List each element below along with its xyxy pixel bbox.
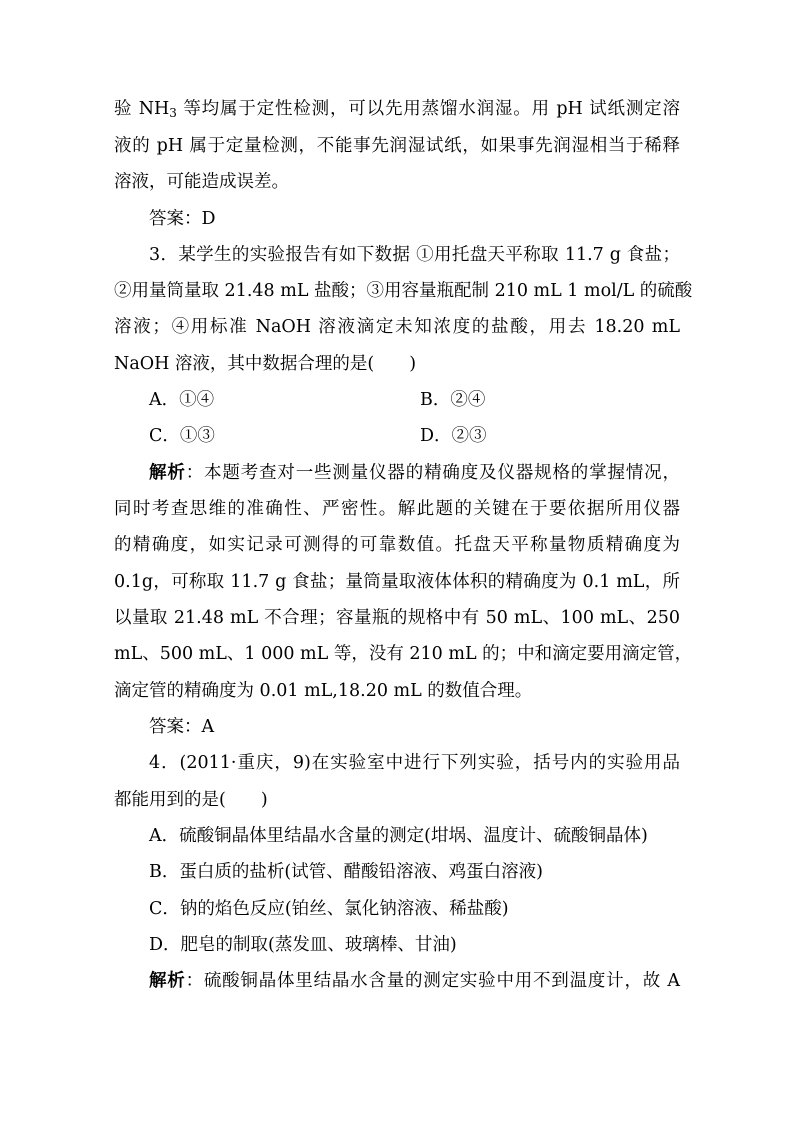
intro-line-1: 验 $NH_3$ 等均属于定性检测，可以先用蒸馏水润湿。用 pH 试纸测定溶 bbox=[114, 99, 680, 120]
q4-option-a: A．硫酸铜晶体里结晶水含量的测定(坩埚、温度计、硫酸铜晶体) bbox=[149, 826, 648, 846]
q3-analysis-label: 解析 bbox=[149, 463, 186, 483]
intro-line-3: 溶液，可能造成误差。 bbox=[114, 172, 289, 192]
q4-option-c: C．钠的焰色反应(铂丝、氯化钠溶液、稀盐酸) bbox=[149, 899, 509, 919]
q3-line-1: 3．某学生的实验报告有如下数据 ①用托盘天平称取 11.7 g 食盐； bbox=[149, 245, 680, 265]
q3-line-3: 溶液；④用标准 NaOH 溶液滴定未知浓度的盐酸，用去 18.20 mL bbox=[114, 317, 680, 337]
q3-analysis-line-3: 的精确度，如实记录可测得的可靠数值。托盘天平称量物质精确度为 bbox=[114, 535, 680, 555]
q4-analysis-label: 解析 bbox=[149, 971, 186, 991]
q4-option-d: D．肥皂的制取(蒸发皿、玻璃棒、甘油) bbox=[149, 935, 457, 955]
q3-analysis-line-2: 同时考查思维的准确性、严密性。解此题的关键在于要依据所用仪器 bbox=[114, 499, 680, 519]
intro-line-2: 液的 pH 属于定量检测，不能事先润湿试纸，如果事先润湿相当于稀释 bbox=[114, 136, 680, 156]
q3-option-b: B．②④ bbox=[420, 390, 486, 410]
q3-option-c: C．①③ bbox=[149, 426, 215, 446]
q3-option-d: D．②③ bbox=[420, 426, 487, 446]
answer-q3: 答案：A bbox=[149, 717, 215, 737]
answer-q2: 答案：D bbox=[149, 209, 216, 229]
q4-line-1: 4．(2011·重庆，9)在实验室中进行下列实验，括号内的实验用品 bbox=[149, 753, 680, 773]
q3-analysis-line-1: 解析：本题考查对一些测量仪器的精确度及仪器规格的掌握情况， bbox=[149, 463, 681, 483]
q3-analysis-line-5: 以量取 21.48 mL 不合理；容量瓶的规格中有 50 mL、100 mL、250 bbox=[114, 608, 680, 628]
q3-analysis-line-4: 0.1g，可称取 11.7 g 食盐；量筒量取液体体积的精确度为 0.1 mL，所 bbox=[114, 572, 680, 592]
q3-option-a: A．①④ bbox=[149, 390, 215, 410]
q3-line-2: ②用量筒量取 21.48 mL 盐酸；③用容量瓶配制 210 mL 1 mol/L 的硫酸 bbox=[114, 281, 693, 301]
q4-option-b: B．蛋白质的盐析(试管、醋酸铅溶液、鸡蛋白溶液) bbox=[149, 862, 544, 882]
q3-line-4: NaOH 溶液，其中数据合理的是( ) bbox=[114, 354, 417, 374]
q3-analysis-line-6: mL、500 mL、1 000 mL 等，没有 210 mL 的；中和滴定要用滴定管， bbox=[114, 644, 693, 664]
q3-analysis-line-7: 滴定管的精确度为 0.01 mL,18.20 mL 的数值合理。 bbox=[114, 681, 533, 701]
q4-analysis-line-1: 解析：硫酸铜晶体里结晶水含量的测定实验中用不到温度计，故 A bbox=[149, 971, 681, 991]
q4-line-2: 都能用到的是( ) bbox=[114, 790, 268, 810]
